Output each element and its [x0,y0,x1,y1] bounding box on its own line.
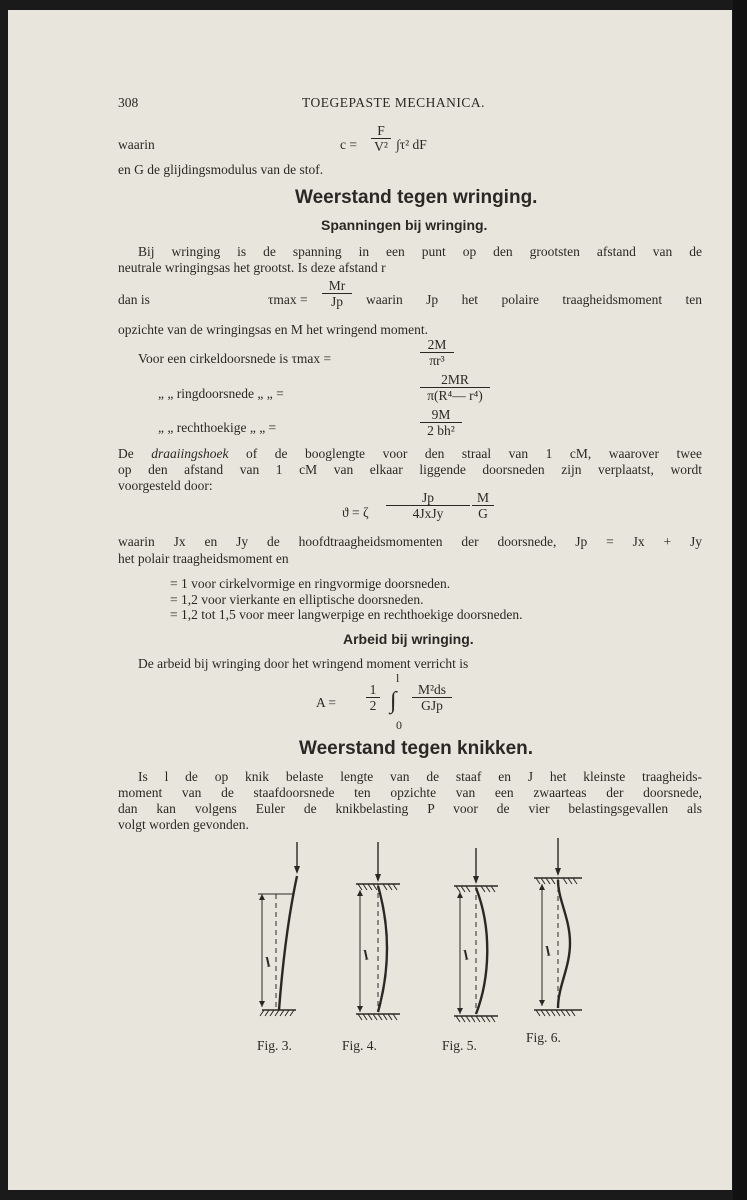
length-label: l [264,955,272,971]
heading-torsion-work: Arbeid bij wringing. [343,631,474,647]
shear-modulus-line: en G de glijdingsmodulus van de stof. [118,162,324,177]
paragraph-line: Bij wringing is de spanning in een punt op den grootsten afstand van de [138,244,702,259]
circle-fraction: $\frac{2M}{\text{πr³}}$ [420,337,454,368]
paragraph-line: volgt worden gevonden. [118,817,249,832]
rect-section-label: „ „ rechthoekige „ „ = [158,420,277,435]
integral-sign: ∫ [390,688,397,714]
rect-fraction: $\frac{9M}{\text{2 bh²}}$ [420,407,462,438]
half-fraction: $\frac{1}{2}$ [366,682,380,713]
figure-6-caption: Fig. 6. [526,1030,561,1045]
zeta-line-1: = 1 voor cirkelvormige en ringvormige doorsneden. [170,576,451,591]
ring-fraction: $\frac{2MR}{\text{π(R⁴— r⁴)}}$ [420,372,490,403]
paragraph-line: De arbeid bij wringing door het wringend moment verricht is [138,656,469,671]
angle-paragraph-line: voorgesteld door: [118,478,213,493]
circle-section-label: Voor een cirkeldoorsnede is τmax = [138,351,332,366]
tau-max-explanation: waarin Jp het polaire traagheidsmoment ten [366,292,702,307]
angle-paragraph-line: op den afstand van 1 cM van elkaar liggende doorsneden zijn verplaatst, wordt [118,462,702,477]
paragraph-line: het polair traagheidsmoment en [118,551,289,566]
figure-3-caption: Fig. 3. [257,1038,292,1053]
heading-buckling: Weerstand tegen knikken. [299,738,534,759]
c-integral: ∫τ² dF [396,137,427,152]
integral-upper-limit: l [396,671,400,685]
paragraph-line: opzichte van de wringingsas en M het wringend moment. [118,322,429,337]
zeta-line-3: = 1,2 tot 1,5 voor meer langwerpige en rechthoekige doorsneden. [170,607,523,622]
length-label: l [544,944,552,960]
integral-lower-limit: 0 [396,718,402,732]
figure-4-caption: Fig. 4. [342,1038,377,1053]
work-fraction: M²ds GJp [412,682,452,713]
paragraph-line: waarin Jx en Jy de hoofdtraagheidsmomenten der doorsnede, Jp = Jx + Jy [118,534,702,549]
heading-torsion: Weerstand tegen wringing. [295,187,538,208]
theta-lhs: ϑ = ζ [342,505,369,520]
figure-6-fixed-fixed-column [528,838,588,1018]
paragraph-line: Is l de op knik belaste lengte van de staaf en J het kleinste traagheids- [138,769,702,784]
paragraph-line: dan kan volgens Euler de knikbelasting P voor de vier belastingsgevallen als [118,801,702,816]
theta-fraction-2: $\frac{M}{G}$ [472,490,494,521]
c-fraction: $\frac{F}{\text{V²}}$ [371,123,391,154]
book-page [8,10,732,1190]
tau-max-fraction: $\frac{Mr}{Jp}$ [322,278,352,309]
tau-max-lhs: τmax = [268,292,308,307]
ring-section-label: „ „ ringdoorsnede „ „ = [158,386,284,401]
zeta-line-2: = 1,2 voor vierkante en elliptische doorsneden. [170,592,424,607]
c-formula-lhs: c = [340,137,357,152]
running-title: TOEGEPASTE MECHANICA. [302,95,486,110]
paragraph-line: moment van de staafdoorsnede ten opzichte van een zwaarteas der doorsnede, [118,785,702,800]
waarin-label: waarin [118,137,155,152]
page-number: 308 [118,95,139,110]
page-edge [733,0,747,1200]
angle-paragraph-line: De draaiingshoek of de booglengte voor den straal van 1 cM, waarover twee [118,446,702,461]
a-lhs: A = [316,695,336,710]
length-label: l [462,948,470,964]
length-label: l [362,948,370,964]
paragraph-line: neutrale wringingsas het grootst. Is deze afstand r [118,260,386,275]
theta-fraction-1: Jp 4JxJy [386,490,470,521]
dan-is-label: dan is [118,292,150,307]
heading-torsion-stresses: Spanningen bij wringing. [321,217,488,233]
figure-3-cantilever-column [248,842,318,1022]
figure-5-fixed-pinned-column [448,848,508,1028]
figure-5-caption: Fig. 5. [442,1038,477,1053]
figure-4-pinned-column [348,842,408,1022]
